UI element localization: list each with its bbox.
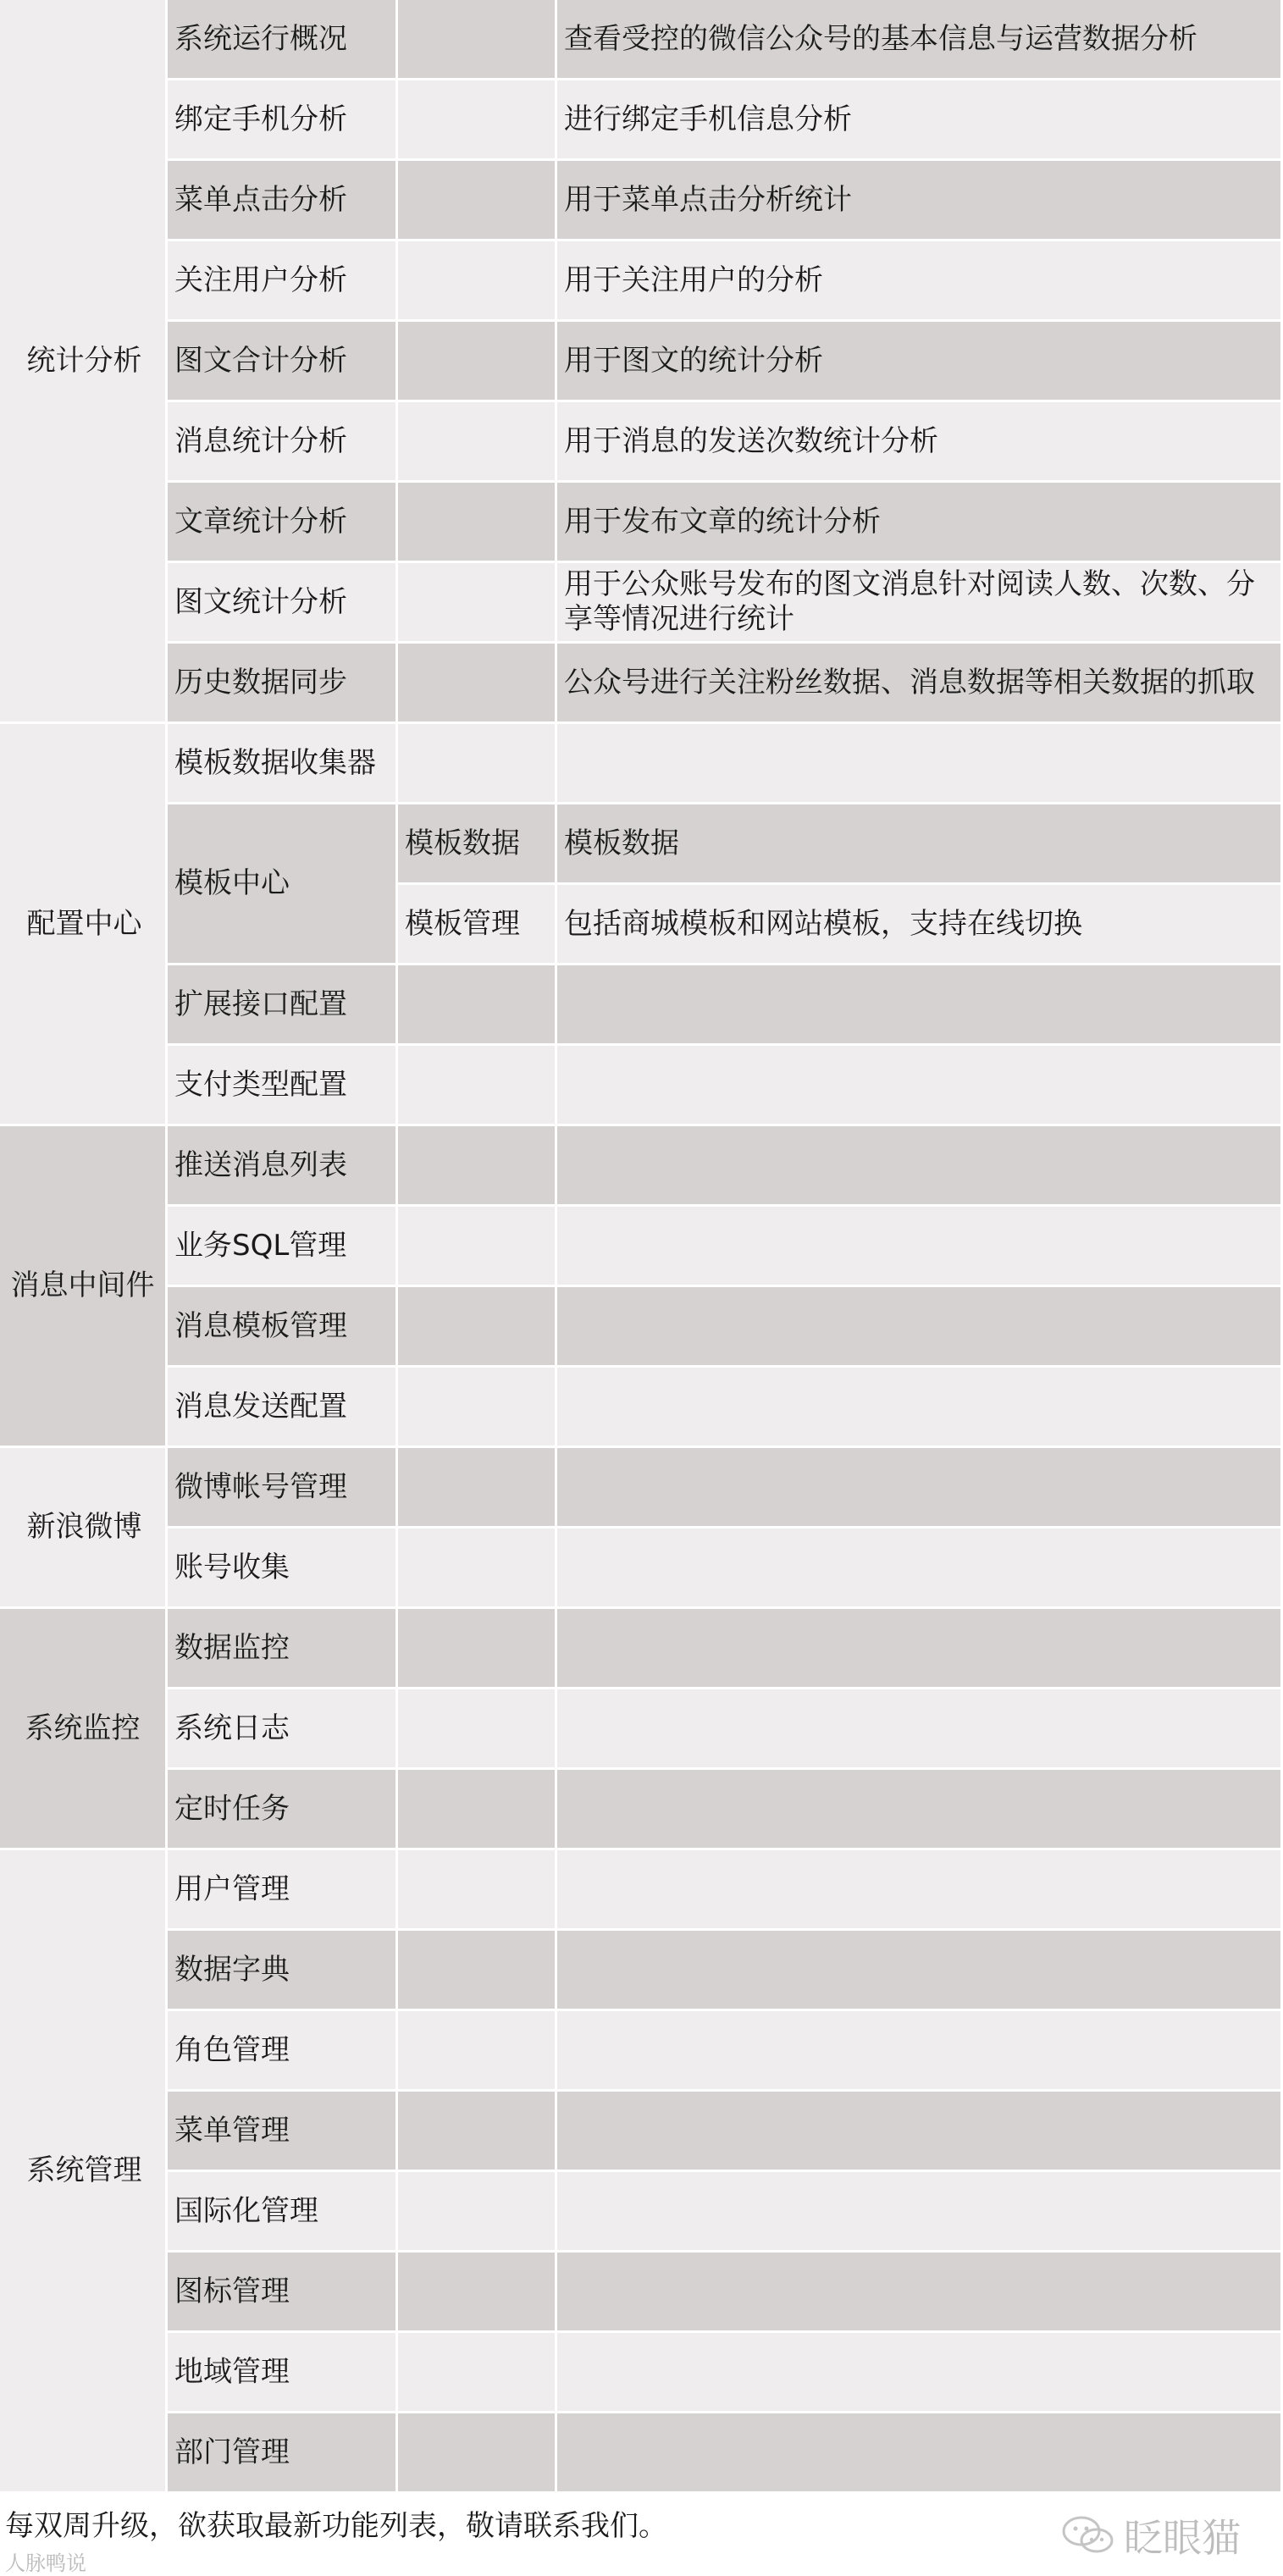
feature-name: 消息模板管理 [168,1287,398,1368]
sub-feature-cell [398,1126,557,1207]
table-row [0,1126,1283,1207]
watermark-small: 人脉鸭说 [5,2551,86,2575]
table-row [0,241,1283,322]
sub-feature-cell [398,1931,557,2011]
category-stats: 统计分析 [0,0,168,724]
feature-desc [557,724,1283,804]
feature-name: 部门管理 [168,2413,398,2494]
feature-name: 数据字典 [168,1931,398,2011]
table-row [0,80,1283,161]
feature-name: 系统日志 [168,1689,398,1770]
table-row [0,1770,1283,1850]
feature-desc [557,1126,1283,1207]
feature-name: 微博帐号管理 [168,1448,398,1528]
sub-feature-cell [398,1287,557,1368]
sub-feature-cell [398,2413,557,2494]
feature-name: 地域管理 [168,2333,398,2413]
table-row [0,1448,1283,1528]
table-row [0,0,1283,80]
feature-name: 菜单点击分析 [168,161,398,241]
sub-feature-cell [398,1689,557,1770]
feature-name: 推送消息列表 [168,1126,398,1207]
feature-name: 扩展接口配置 [168,965,398,1046]
table-row [0,1528,1283,1609]
sub-feature-cell [398,724,557,804]
table-row [0,161,1283,241]
sub-feature-cell [398,161,557,241]
brand-name: 眨眼猫 [1124,2515,1241,2561]
sub-feature-cell [398,1850,557,1931]
footer-note: 每双周升级，欲获取最新功能列表，敬请联系我们。 [5,2509,667,2543]
feature-desc: 模板数据 [557,804,1283,885]
sub-feature-cell [398,483,557,563]
table-row [0,1207,1283,1287]
feature-desc: 公众号进行关注粉丝数据、消息数据等相关数据的抓取 [557,644,1283,724]
table-row [0,2011,1283,2092]
feature-name: 业务SQL管理 [168,1207,398,1287]
sub-feature-cell [398,2253,557,2333]
feature-name: 历史数据同步 [168,644,398,724]
footer [0,2502,1283,2576]
feature-desc [557,2413,1283,2494]
sub-feature-cell [398,1046,557,1126]
feature-desc [557,965,1283,1046]
feature-desc [557,2172,1283,2253]
table-row [0,1609,1283,1689]
sub-feature-cell [398,644,557,724]
feature-name: 图文合计分析 [168,322,398,402]
table-row [0,2413,1283,2494]
feature-desc [557,1850,1283,1931]
feature-name: 数据监控 [168,1609,398,1689]
feature-desc [557,1689,1283,1770]
feature-desc: 用于关注用户的分析 [557,241,1283,322]
feature-name: 图文统计分析 [168,563,398,644]
table-row [0,804,1283,885]
feature-desc: 进行绑定手机信息分析 [557,80,1283,161]
feature-name: 消息发送配置 [168,1368,398,1448]
category-weibo: 新浪微博 [0,1448,168,1609]
feature-desc [557,2333,1283,2413]
feature-desc: 包括商城模板和网站模板，支持在线切换 [557,885,1283,965]
table-row [0,402,1283,483]
table-row [0,1850,1283,1931]
table-row [0,563,1283,644]
sub-feature-cell [398,0,557,80]
table-row [0,2333,1283,2413]
sub-feature-cell [398,402,557,483]
wechat-icon [1061,2514,1115,2557]
feature-name: 账号收集 [168,1528,398,1609]
sub-feature-cell [398,2333,557,2413]
feature-desc: 用于菜单点击分析统计 [557,161,1283,241]
table-row [0,1689,1283,1770]
sub-feature-name: 模板管理 [398,885,557,965]
feature-name: 模板中心 [168,804,398,965]
table-row [0,2253,1283,2333]
feature-desc [557,1287,1283,1368]
feature-name: 文章统计分析 [168,483,398,563]
sub-feature-cell [398,1528,557,1609]
feature-desc [557,1931,1283,2011]
table-row [0,1287,1283,1368]
feature-name: 消息统计分析 [168,402,398,483]
sub-feature-cell [398,1770,557,1850]
sub-feature-name: 模板数据 [398,804,557,885]
sub-feature-cell [398,1609,557,1689]
sub-feature-cell [398,965,557,1046]
feature-desc [557,1207,1283,1287]
feature-name: 支付类型配置 [168,1046,398,1126]
table-row [0,965,1283,1046]
table-row [0,2172,1283,2253]
table-row [0,644,1283,724]
feature-name: 图标管理 [168,2253,398,2333]
feature-name: 定时任务 [168,1770,398,1850]
feature-desc [557,1770,1283,1850]
feature-desc [557,1448,1283,1528]
table-row [0,2092,1283,2172]
sub-feature-cell [398,2092,557,2172]
category-config: 配置中心 [0,724,168,1126]
feature-desc: 用于发布文章的统计分析 [557,483,1283,563]
sub-feature-cell [398,80,557,161]
feature-desc [557,1528,1283,1609]
table-row [0,322,1283,402]
feature-desc: 用于消息的发送次数统计分析 [557,402,1283,483]
sub-feature-cell [398,563,557,644]
feature-desc: 用于公众账号发布的图文消息针对阅读人数、次数、分享等情况进行统计 [557,563,1283,644]
feature-name: 模板数据收集器 [168,724,398,804]
feature-name: 绑定手机分析 [168,80,398,161]
feature-desc [557,2011,1283,2092]
feature-desc [557,1609,1283,1689]
feature-desc [557,1368,1283,1448]
feature-desc [557,2253,1283,2333]
watermark-brand [1061,2507,1241,2563]
feature-name: 系统运行概况 [168,0,398,80]
category-msg: 消息中间件 [0,1126,168,1448]
sub-feature-cell [398,1207,557,1287]
sub-feature-cell [398,2172,557,2253]
sub-feature-cell [398,322,557,402]
sub-feature-cell [398,1448,557,1528]
table-row [0,724,1283,804]
feature-name: 关注用户分析 [168,241,398,322]
table-row [0,483,1283,563]
sub-feature-cell [398,2011,557,2092]
feature-name: 用户管理 [168,1850,398,1931]
feature-desc [557,1046,1283,1126]
sub-feature-cell [398,1368,557,1448]
feature-desc [557,2092,1283,2172]
feature-desc: 用于图文的统计分析 [557,322,1283,402]
sub-feature-cell [398,241,557,322]
table-row [0,1931,1283,2011]
table-row [0,1046,1283,1126]
category-sysmgmt: 系统管理 [0,1850,168,2494]
category-monitor: 系统监控 [0,1609,168,1850]
feature-name: 角色管理 [168,2011,398,2092]
feature-name: 国际化管理 [168,2172,398,2253]
table-row [0,1368,1283,1448]
feature-name: 菜单管理 [168,2092,398,2172]
feature-desc: 查看受控的微信公众号的基本信息与运营数据分析 [557,0,1283,80]
